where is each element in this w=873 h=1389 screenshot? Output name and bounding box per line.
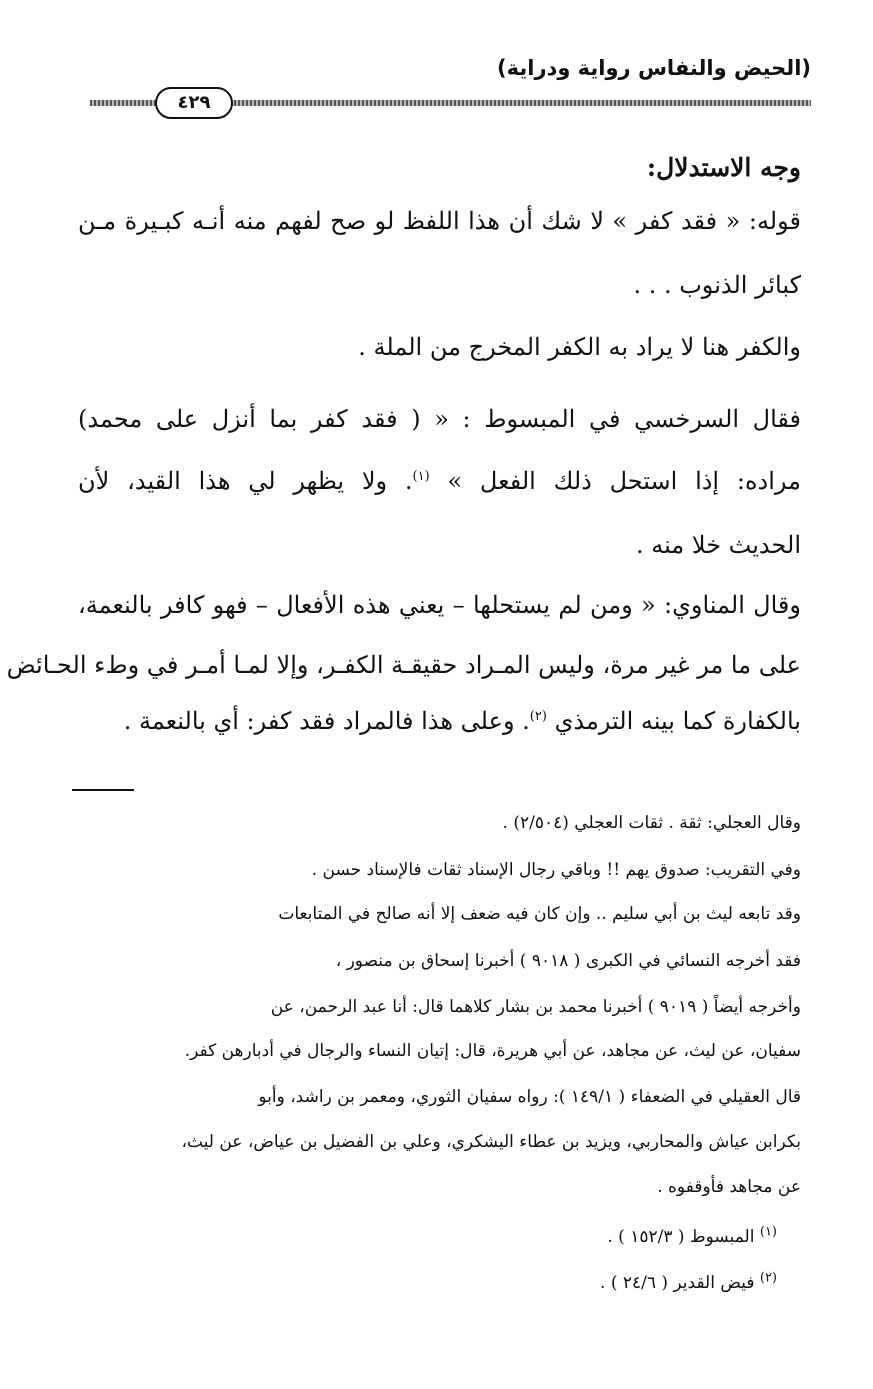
footnote-line: وفي التقريب: صدوق يهم !! وباقي رجال الإسناد ثقات فالإسناد حسن . [311,860,801,880]
body-line: والكفر هنا لا يراد به الكفر المخرج من الملة . [358,333,801,361]
body-line: على ما مر غير مرة، وليس المـراد حقيقـة الكفـر، وإلا لمـا أمـر في وطء الحـائض [6,651,801,679]
footnote-line: عن مجاهد فأوقفوه . [657,1177,801,1197]
footnote-line: قال العقيلي في الضعفاء ( ١٤٩/١ ): رواه سفيان الثوري، ومعمر بن راشد، وأبو [258,1087,801,1107]
footnote-line: وقال العجلي: ثقة . ثقات العجلي (٢/٥٠٤) . [502,813,801,833]
line-text: . وعلى هذا فالمراد فقد كفر: أي بالنعمة . [123,707,530,735]
body-line: فقال السرخسي في المبسوط : « ( فقد كفر بما أنزل على محمد) [78,405,801,433]
body-line: وقال المناوي: « ومن لم يستحلها – يعني هذه الأفعال – فهو كافر بالنعمة، [78,591,801,619]
footnote-note-2 [78,1272,777,1294]
body-line-with-ref [78,706,801,737]
body-line: كبائر الذنوب . . . [633,271,801,299]
body-line: الحديث خلا منه . [636,531,801,559]
running-header-title: (الحيض والنفاس رواية ودراية) [497,56,811,80]
line-text: . ولا يظهر لي هذا القيد، لأن [78,467,413,495]
footnote-marker: (٢) [759,1270,777,1286]
footnote-line: وقد تابعه ليث بن أبي سليم .. وإن كان فيه ضعف إلا أنه صالح في المتابعات [278,904,801,924]
footnote-separator [72,789,134,791]
footnote-line: بكرابن عياش والمحاربي، ويزيد بن عطاء اليشكري، وعلي بن الفضيل بن عياض، عن ليث، [181,1132,801,1152]
footnote-line: وأخرجه أيضاً ( ٩٠١٩ ) أخبرنا محمد بن بشار كلاهما قال: أنا عبد الرحمن، عن [270,997,801,1017]
footnote-marker: (١) [759,1224,777,1240]
footnote-line: سفيان، عن ليث، عن مجاهد، عن أبي هريرة، قال: إتيان النساء والرجال في أدبارهن كفر. [184,1041,801,1061]
body-line-with-ref [78,466,801,497]
line-text: مراده: إذا استحل ذلك الفعل » [447,467,801,495]
footnote-line: فقد أخرجه النسائي في الكبرى ( ٩٠١٨ ) أخبرنا إسحاق بن منصور ، [335,951,801,971]
footnote-ref: (١) [412,469,430,484]
page-number-badge: ٤٢٩ [155,87,233,119]
footnote-note-1 [78,1226,777,1248]
footnote-note-text: فيض القدير ( ٢٤/٦ ) . [600,1273,755,1293]
section-heading: وجه الاستدلال: [646,153,801,182]
footnote-note-text: المبسوط ( ١٥٢/٣ ) . [607,1227,755,1247]
footnote-ref: (٢) [529,709,547,724]
line-text: بالكفارة كما بينه الترمذي [554,707,801,735]
body-line: قوله: « فقد كفر » لا شك أن هذا اللفظ لو صح لفهم منه أنـه كبـيرة مـن [78,207,801,235]
